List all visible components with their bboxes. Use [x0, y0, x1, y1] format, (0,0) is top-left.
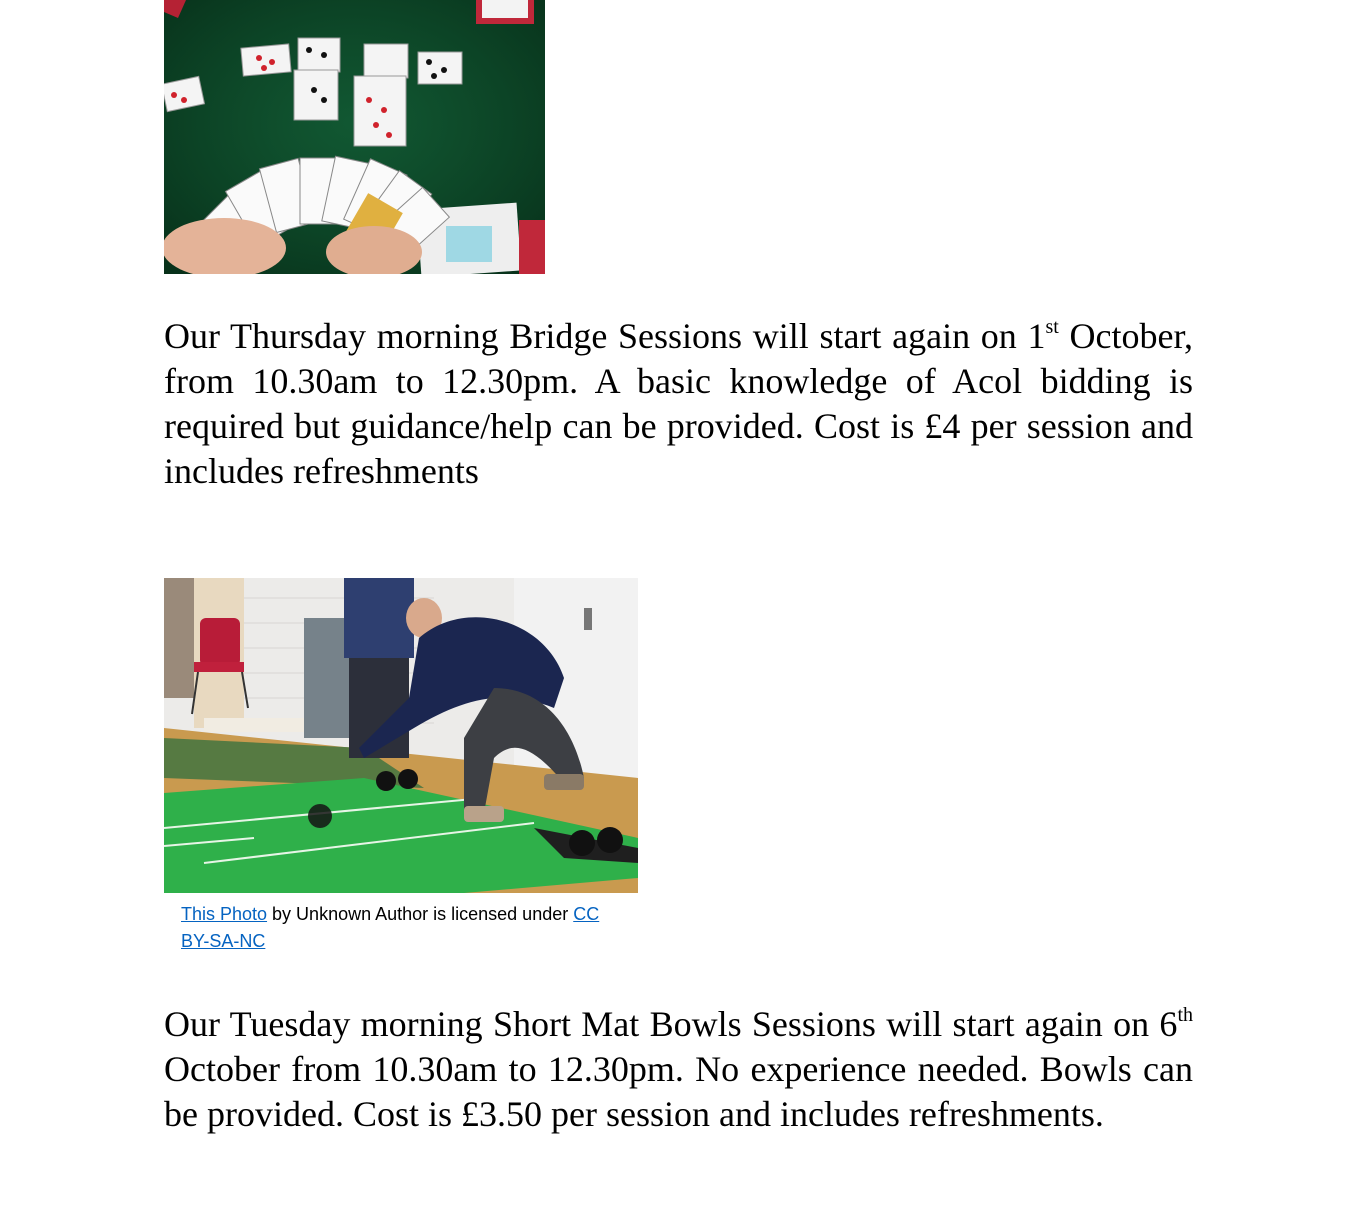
license-link[interactable]: CC BY-SA-NC — [181, 904, 600, 951]
short-mat-bowls-image — [164, 578, 638, 893]
bowls-text-start: Our Tuesday morning Short Mat Bowls Sessions will start again on 6 — [164, 1004, 1178, 1044]
ordinal-suffix: st — [1045, 316, 1059, 338]
ordinal-suffix: th — [1177, 1004, 1193, 1026]
bridge-cards-image — [164, 0, 545, 274]
bridge-text-end: October, from 10.30am to 12.30pm. A basic knowledge of Acol bidding is required but guidance/help can be provided. Cost is £4 per session and includes refreshments — [164, 316, 1193, 491]
bridge-session-paragraph — [164, 314, 1193, 494]
caption-middle-text: by Unknown Author is licensed under — [267, 904, 574, 924]
bridge-text-start: Our Thursday morning Bridge Sessions will start again on 1 — [164, 316, 1046, 356]
bowls-text-end: October from 10.30am to 12.30pm. No experience needed. Bowls can be provided. Cost is £3.50 per session and includes refreshments. — [164, 1049, 1193, 1134]
playing-cards-photo-icon — [164, 0, 545, 274]
short-mat-bowls-photo-icon — [164, 578, 638, 893]
photo-attribution-caption — [181, 901, 631, 955]
bowls-session-paragraph — [164, 1002, 1193, 1137]
this-photo-link[interactable]: This Photo — [181, 904, 268, 924]
